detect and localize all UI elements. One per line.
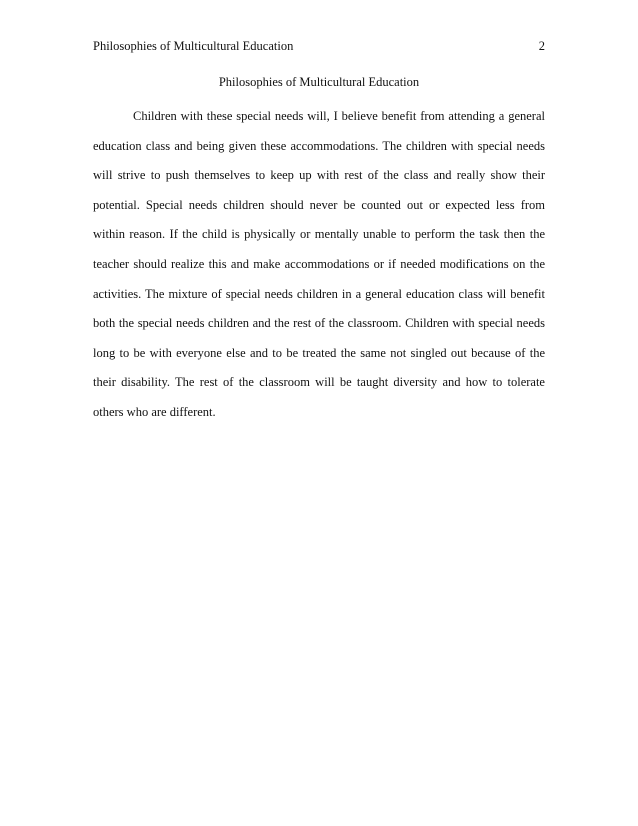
paragraph-line: within reason. If the child is physically or mentally unable to perform the task then the	[93, 227, 545, 242]
running-head	[93, 37, 545, 55]
paragraph-line: education class and being given these accommodations. The children with special needs	[93, 138, 545, 153]
paragraph-line: others who are different.	[93, 404, 216, 419]
paragraph-line: their disability. The rest of the classroom will be taught diversity and how to tolerate	[93, 375, 545, 390]
paragraph-line: teacher should realize this and make accommodations or if needed modifications on the	[93, 256, 545, 271]
paragraph-line: activities. The mixture of special needs children in a general education class will benefit	[93, 286, 545, 301]
running-head-title: Philosophies of Multicultural Education	[93, 39, 294, 53]
document-title: Philosophies of Multicultural Education	[218, 75, 420, 89]
paragraph-line: will strive to push themselves to keep up with rest of the class and really show their	[93, 168, 545, 183]
paragraph-line: potential. Special needs children should never be counted out or expected less from	[93, 197, 545, 212]
paragraph-line: Children with these special needs will, I believe benefit from attending a general	[133, 109, 545, 123]
body-paragraph	[93, 102, 545, 428]
paragraph-line: both the special needs children and the rest of the classroom. Children with special needs	[93, 316, 545, 331]
paragraph-line: long to be with everyone else and to be treated the same not singled out because of the	[93, 345, 545, 360]
page-number: 2	[538, 39, 545, 53]
